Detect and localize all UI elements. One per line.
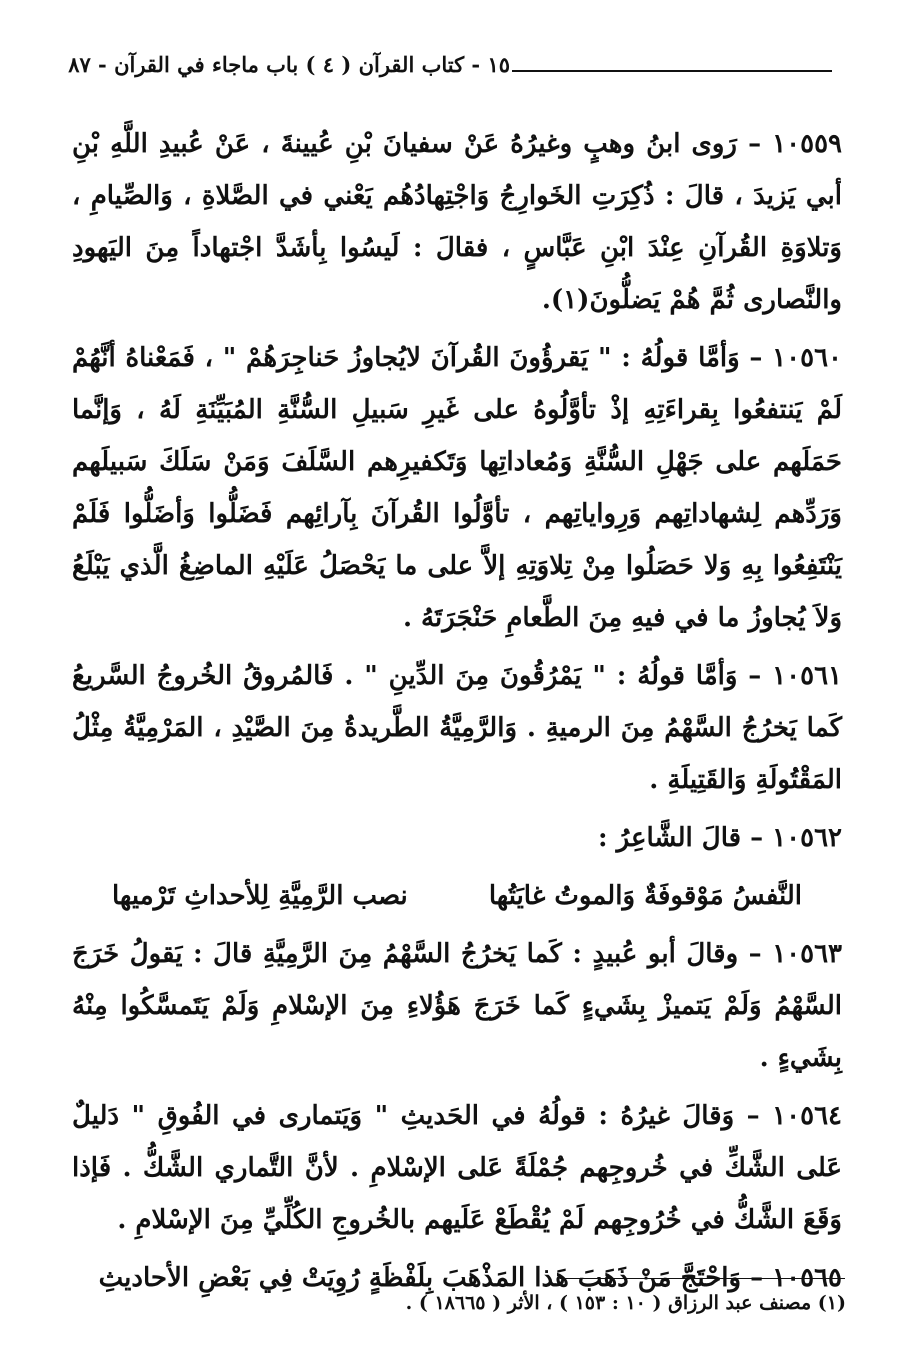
paragraph-number: ١٠٥٥٩ [772, 129, 842, 159]
poetry-verse [72, 870, 842, 922]
paragraph-10559 [72, 118, 842, 326]
paragraph-text: – رَوى ابنُ وهبٍ وغيرُهُ عَنْ سفيانَ بْنِ عُيينةَ ، عَنْ عُبيدِ اللَّهِ بْنِ أبي يَزيدَ ، قالَ : ذُكِرَتِ الخَوارِجُ وَاجْتِهادُهُم يَعْني في الصَّلاةِ ، وَالصِّيامِ ، وَتلاوَةِ القُرآنِ عِنْدَ ابْنِ عَبَّاسٍ ، فقالَ : لَيسُوا بِأشَدَّ اجْتهاداً مِنَ اليَهودِ والنَّصارى ثُمَّ هُمْ يَضلُّونَ(١). [72, 129, 842, 315]
main-text [72, 118, 842, 1310]
paragraph-10563 [72, 928, 842, 1084]
paragraph-number: ١٠٥٦٥ [772, 1263, 842, 1293]
footnote-rule [560, 1278, 845, 1279]
paragraph-10560 [72, 332, 842, 644]
paragraph-text: – وَقالَ غيرُهُ : قولُهُ في الحَديثِ " وَيَتمارى في الفُوقِ " دَليلٌ عَلى الشَّكِّ في خُروجِهم جُمْلَةً عَلى الإسْلامِ . لأنَّ التَّماري الشَّكُّ . فَإذا وَقَعَ الشَّكُّ في خُرُوجِهم لَمْ يُقْطَعْ عَلَيهم بالخُروجِ الكُلِّيِّ مِنَ الإسْلامِ . [72, 1101, 842, 1235]
paragraph-text: – وَاحْتَجَّ مَنْ ذَهَبَ هَذا المَذْهَبَ بِلَفْظَةٍ رُوِيَتْ فِي بَعْضِ الأحاديثِ [98, 1263, 764, 1293]
running-header: ١٥ - كتاب القرآن ( ٤ ) باب ماجاء في القرآن - ٨٧ [68, 52, 510, 77]
paragraph-number: ١٠٥٦٤ [772, 1101, 842, 1131]
paragraph-number: ١٠٥٦٣ [772, 939, 843, 969]
paragraph-number: ١٠٥٦١ [772, 661, 842, 691]
paragraph-number: ١٠٥٦٢ [772, 823, 842, 853]
verse-first-hemistich: النَّفسُ مَوْقوفَةٌ وَالموتُ غايَتُها [488, 881, 802, 911]
paragraph-text: – وقالَ أبو عُبيدٍ : كَما يَخرُجُ السَّهْمُ مِنَ الرَّمِيَّةِ قالَ : يَقولُ خَرَجَ السَّهْمُ وَلَمْ يَتميزْ بِشَيءٍ كَما خَرَجَ هَؤُلاءِ مِنَ الإسْلامِ وَلَمْ يَتَمسَّكُوا مِنْهُ بِشَيءٍ . [72, 939, 842, 1073]
paragraph-10562 [72, 812, 842, 864]
paragraph-number: ١٠٥٦٠ [772, 343, 842, 373]
paragraph-text: – قالَ الشَّاعِرُ : [597, 823, 764, 853]
paragraph-10564 [72, 1090, 842, 1246]
paragraph-text: – وَأمَّا قولُهُ : " يَمْرُقُونَ مِنَ الدِّينِ " . فَالمُروقُ الخُروجُ السَّريعُ كَما يَخرُجُ السَّهْمُ مِنَ الرميةِ . وَالرَّمِيَّةُ الطَّريدةُ مِنَ الصَّيْدِ ، المَرْمِيَّةُ مِثْلُ المَقْتُولَةِ وَالقَتِيلَةِ . [72, 661, 842, 795]
verse-second-hemistich: نصب الرَّمِيَّةِ لِلأحداثِ تَرْميها [112, 881, 408, 911]
paragraph-10561 [72, 650, 842, 806]
header-rule [512, 70, 832, 72]
paragraph-text: – وَأمَّا قولُهُ : " يَقرؤُونَ القُرآنَ لايُجاوزُ حَناجِرَهُمْ " ، فَمَعْناهُ أنَّهُمْ لَمْ يَنتفعُوا بِقراءَتِهِ إذْ تأوَّلُوهُ على غَيرِ سَبيلِ السُّنَّةِ المُبَيِّنَةِ لَهُ ، وَإنَّما حَمَلَهم على جَهْلِ السُّنَّةِ وَمُعاداتِها وَتَكفيرِهم السَّلَفَ وَمَنْ سَلَكَ سَبيلَهم وَرَدِّهم لِشهاداتِهم وَرِواياتِهم ، تأوَّلُوا القُرآنَ بِآرائِهم فَضَلُّوا وَأضَلُّوا فَلَمْ يَنْتَفِعُوا بِهِ وَلا حَصَلُوا مِنْ تِلاوَتِهِ إلاَّ على ما يَحْصَلُ عَلَيْهِ الماضِغُ الَّذي يَبْلَعُ وَلاَ يُجاوزُ ما في فيهِ مِنَ الطَّعامِ حَنْجَرَتَهُ . [72, 343, 842, 633]
footnote: (١) مصنف عبد الرزاق ( ١٠ : ١٥٣ ) ، الأثر ( ١٨٦٦٥ ) . [405, 1292, 846, 1314]
